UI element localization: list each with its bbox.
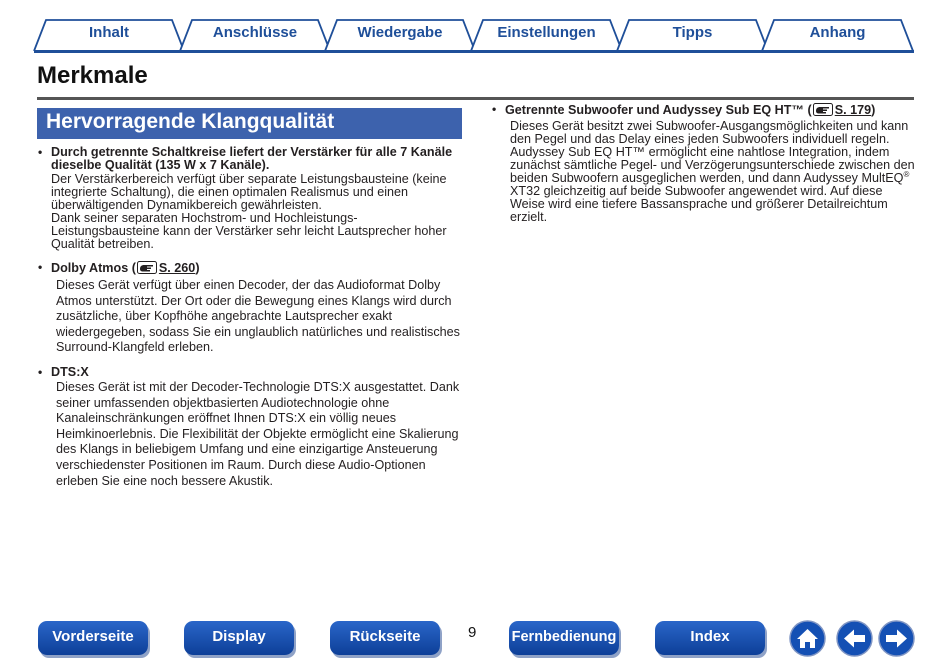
feature-subwoofer-body	[505, 120, 915, 224]
home-icon	[789, 620, 826, 657]
rear-panel-button[interactable]: Rückseite	[330, 621, 440, 655]
remote-control-button[interactable]: Fernbedienung	[509, 621, 619, 655]
feature-dolby-atmos-title-text: Dolby Atmos (	[51, 261, 136, 275]
feature-dolby-atmos-body	[51, 278, 462, 356]
tab-tipps[interactable]: Tipps	[672, 24, 713, 41]
arrow-left-icon	[836, 620, 873, 657]
feature-amplifier	[37, 146, 462, 251]
feature-subwoofer-title-text: Getrennte Subwoofer und Audyssey Sub EQ HT™ (	[505, 103, 812, 117]
feature-dtsx-body	[51, 380, 462, 489]
ref-link-179[interactable]: S. 179	[834, 103, 872, 117]
index-button[interactable]: Index	[655, 621, 765, 655]
feature-subwoofer-text: Audyssey Sub EQ HT™ ermöglicht eine nahtlose Integration, indem zunächst sämtliche Pegel- und Verzögerungsunterschiede zwischen den beiden Subwoofern ausgeglichen werden, und dann Audyssey MultEQ	[510, 145, 915, 185]
feature-subwoofer	[491, 103, 915, 224]
feature-dtsx-paragraph: Dieses Gerät ist mit der Decoder-Technologie DTS:X ausgestattet. Dank seiner umfassenden objektbasierten Audiotechnologie ohne Kanaleinschränkungen eröffnet Ihnen DTS:X ein völlig neues Heimkinoerlebnis. Die Flexibilität der Objekte ermöglicht eine Skalierung des Klangs in beliebigem Umfang und eine einzigartige Ansteuerung verschiedenster Positionen im Raum. Durch diese Audio-Optionen erleben Sie eine noch bessere Akustik.	[56, 379, 460, 488]
home-button[interactable]	[789, 620, 826, 657]
pointing-hand-icon	[813, 103, 833, 119]
feature-subwoofer-paragraph	[510, 146, 915, 224]
feature-dolby-atmos-title-end: )	[195, 261, 200, 275]
registered-mark: ®	[903, 170, 910, 179]
feature-subwoofer-title-end: )	[871, 103, 876, 117]
display-button[interactable]: Display	[184, 621, 294, 655]
tab-wiedergabe[interactable]: Wiedergabe	[357, 24, 443, 41]
feature-subwoofer-text: XT32 gleichzeitig auf beide Subwoofer angewendet wird. Auf diese Weise wird eine tiefere Bassansprache und größerer Detailreichtum erzielt.	[510, 184, 888, 224]
tab-rule	[34, 50, 914, 53]
tab-anhang[interactable]: Anhang	[809, 24, 866, 41]
page-title: Merkmale	[37, 62, 148, 89]
arrow-right-icon	[878, 620, 915, 657]
front-panel-button[interactable]: Vorderseite	[38, 621, 148, 655]
page-number: 9	[468, 624, 477, 641]
forward-button[interactable]	[878, 620, 915, 657]
back-button[interactable]	[836, 620, 873, 657]
feature-dtsx	[37, 366, 462, 489]
section-heading	[37, 108, 462, 139]
tab-bar	[0, 0, 950, 55]
feature-amplifier-paragraph: Der Verstärkerbereich verfügt über separate Leistungsbausteine (keine integrierte Schaltung), die einen optimalen Realismus und einen überwältigenden Dynamikbereich gewährleisten.	[51, 172, 447, 212]
feature-dolby-atmos-paragraph: Dieses Gerät verfügt über einen Decoder, der das Audioformat Dolby Atmos unterstützt. Der Ort oder die Bewegung eines Klangs wird durch zusätzliche, über Kopfhöhe angebrachte Lautsprecher exakt wiedergegeben, sodass Sie ein unglaublich natürliches und realistisches Surround-Klangfeld erleben.	[56, 278, 460, 355]
left-column	[37, 146, 462, 489]
feature-amplifier-title: • Durch getrennte Schaltkreise liefert der Verstärker für alle 7 Kanäle dieselbe Qualität (135 W x 7 Kanäle).	[51, 145, 453, 172]
tab-einstellungen[interactable]: Einstellungen	[497, 24, 596, 41]
feature-amplifier-body	[51, 173, 462, 251]
feature-subwoofer-title	[505, 103, 915, 119]
ref-link-260[interactable]: S. 260	[158, 261, 196, 275]
feature-amplifier-paragraph: Dank seiner separaten Hochstrom- und Hochleistungs-Leistungsbausteine kann der Verstärker sehr leicht Lautsprecher hoher Qualität betreiben.	[51, 211, 447, 251]
feature-subwoofer-paragraph: Dieses Gerät besitzt zwei Subwoofer-Ausgangsmöglichkeiten und kann den Pegel und das Delay eines jeden Subwoofers individuell regeln.	[510, 119, 909, 146]
tab-inhalt[interactable]: Inhalt	[89, 24, 129, 41]
section-heading-text: Hervorragende Klangqualität	[46, 110, 335, 133]
pointing-hand-icon	[137, 261, 157, 277]
feature-dolby-atmos	[37, 261, 462, 356]
right-column	[491, 103, 915, 224]
tab-anschluesse[interactable]: Anschlüsse	[212, 24, 298, 41]
feature-dolby-atmos-title	[51, 261, 462, 277]
title-rule	[37, 97, 914, 100]
feature-dtsx-title: • DTS:X	[51, 364, 89, 379]
